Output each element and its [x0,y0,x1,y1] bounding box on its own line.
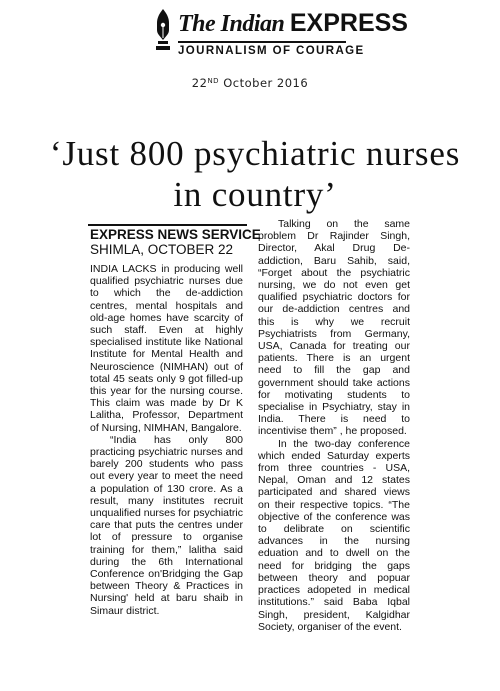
date-day: 22 [191,76,208,90]
brand-tagline: JOURNALISM OF COURAGE [178,45,365,57]
date-rest: October 2016 [223,76,309,90]
article-paragraph: Talking on the same problem Dr Rajinder Singh, Director, Akal Drug De-addiction, Baru Sahib, said, “Forget about the psychiatric nursing, we do not even get qualified psychiatric doctors for our de-addiction centres and this is why we recruit Psychiatrists from Germany, USA, Canada for treating our patients. There is an urgent need to fill the gap and government should take actions for motivating students to specialise in Psychiatry, stay in India. There is need to incentivise them” , he proposed. [258,218,410,438]
brand-divider [178,41,346,43]
article-paragraph: In the two-day conference which ended Saturday experts from three countries - USA, Nepal, Oman and 12 states participated and shared views on their respective topics. “The objective of the conference was to delibrate on scientific advances in the nursing eduation and to dwell on the need for bridging the gaps between theory and popuar practices adopeted in medical institutions.” said Baba Iqbal Singh, president, Kalgidhar Society, organiser of the event. [258,437,410,633]
masthead [0,0,500,70]
byline: EXPRESS NEWS SERVICE [90,227,261,242]
brand-name: EXPRESS [289,9,408,37]
article-paragraph: INDIA LACKS in producing well qualified psychiatric nurses due to which the de-addiction centres, mental hospitals and old-age homes have scarcity of such staff. Even at highly specialised institute like National Institute for Mental Health and Neuroscience (NIMHAN) out of total 45 seats only 9 got filled-up this year for the nursing course. This claim was made by Dr K Lalitha, Professor, Department of Nursing, NIMHAN, Bangalore. [90,263,243,434]
article-column-left [90,263,243,617]
fountain-pen-nib-icon [153,8,173,52]
byline-rule [88,224,247,226]
article-column-right [258,218,410,633]
article-headline: ‘Just 800 psychiatric nurses in country’ [49,134,461,214]
article-paragraph: “India has only 800 practicing psychiatric nurses and barely 200 students who pass out every year to meet the need a population of 130 crore. As a result, many institutes recruit unqualified nurses for psychiatric care that puts the centres under lot of pressure to organise training for them,” lalitha said during the 6th International Conference on'Bridging the Gap between Theory & Practices in Nursing' held at baru shaib in Simaur district. [90,433,243,617]
brand-prefix: The Indian [178,11,285,37]
dateline: SHIMLA, OCTOBER 22 [90,242,234,257]
publication-date [0,76,500,90]
brand-title [178,9,408,38]
date-suffix: ND [207,77,220,85]
